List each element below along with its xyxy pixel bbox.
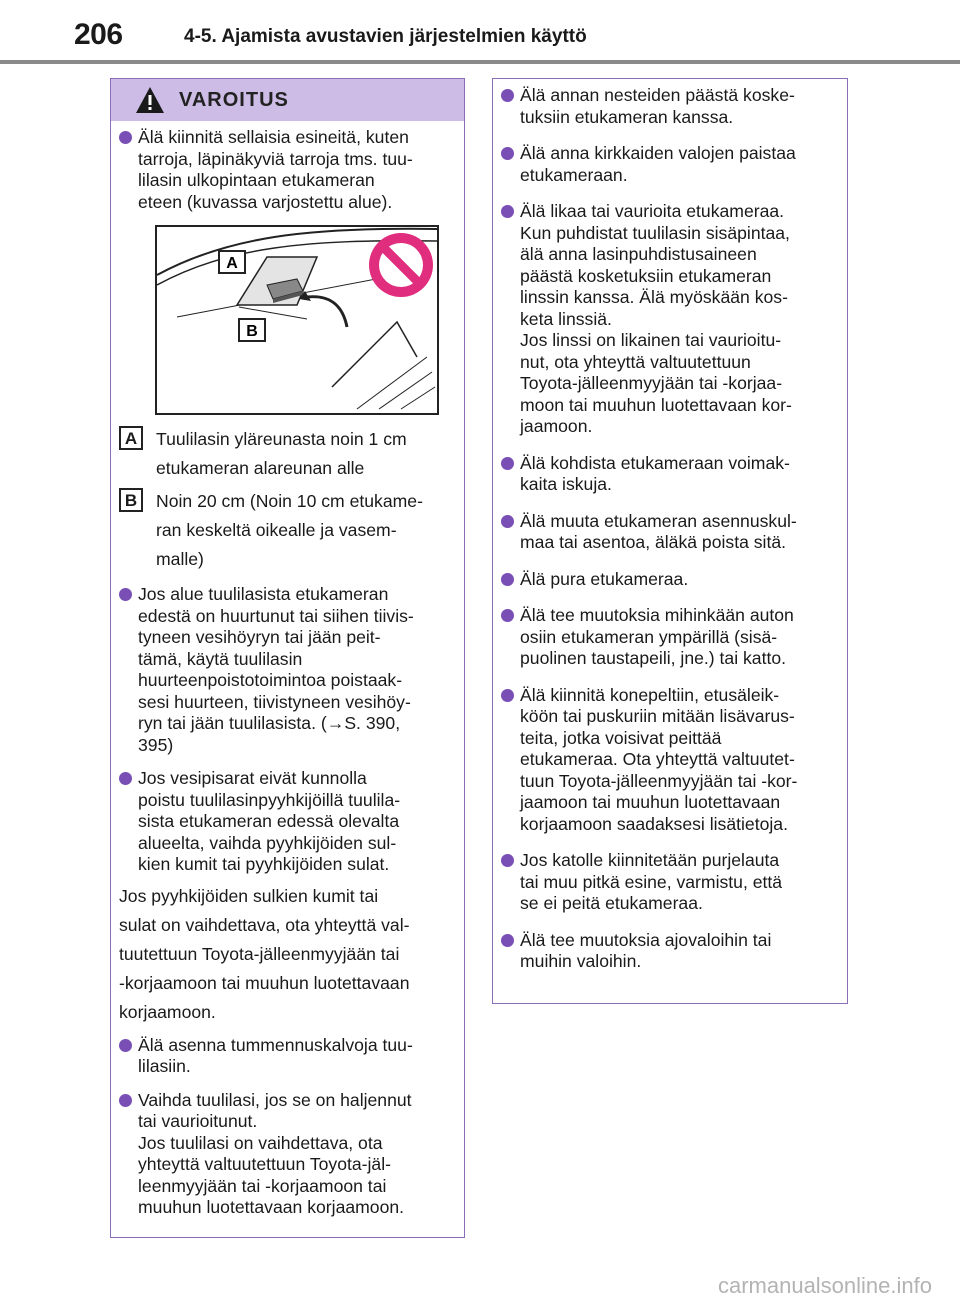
- watermark: carmanualsonline.info: [717, 1273, 932, 1298]
- warning-bullet: Jos alue tuulilasista etukameran edestä on huurtunut tai siihen tiivis- tyneen vesihöyryn tai jään peit- tämä, käytä tuulilasin huurteenpoistotoimintoa poistaak- sesi huurteen, tiivistyneen vesihöy- ryn tai jään tuulilasista. (→S. 390, 395): [119, 584, 454, 756]
- warning-bullet: Jos katolle kiinnitetään purjelauta tai muu pitkä esine, varmistu, että se ei peitä etukameraa.: [501, 850, 837, 915]
- warning-triangle-icon: [135, 86, 165, 114]
- warning-bullet: Älä likaa tai vaurioita etukameraa. Kun puhdistat tuulilasin sisäpintaa, älä anna lasinpuhdistusaineen päästä kosketuksiin etukameran linssin kanssa. Älä myöskään kos- keta linssiä. Jos linssi on likainen tai vaurioitu- nut, ota yhteyttä valtuutettuun Toyota-jälleenmyyjään tai -korjaa- moon tai muuhun luotettavaan kor- jaamoon.: [501, 201, 837, 438]
- windshield-illustration: [157, 227, 437, 413]
- warning-bullet: Älä anna kirkkaiden valojen paistaa etukameraan.: [501, 143, 837, 186]
- warning-paragraph: Jos pyyhkijöiden sulkien kumit tai sulat on vaihdettava, ota yhteyttä val- tuutettuun Toyota-jälleenmyyjään tai -korjaamoon tai muuhun luotettavaan korjaamoon.: [119, 885, 410, 1022]
- warning-bullet: Älä kiinnitä konepeltiin, etusäleik- köön tai puskuriin mitään lisävarus- teita, jotka voisivat peittää etukameraa. Ota yhteyttä valtuutet- tuun Toyota-jälleenmyyjään tai -kor- jaamoon tai muuhun luotettavaan korjaamoon saadaksesi lisätietoja.: [501, 685, 837, 836]
- warning-title: VAROITUS: [179, 88, 289, 111]
- warning-bullet: Älä annan nesteiden päästä koske- tuksiin etukameran kanssa.: [501, 85, 837, 128]
- warning-bullet: Älä asenna tummennuskalvoja tuu- lilasiin.: [119, 1035, 454, 1078]
- page-number: 206: [74, 18, 123, 51]
- warning-bullet: Älä muuta etukameran asennuskul- maa tai asentoa, äläkä poista sitä.: [501, 511, 837, 554]
- warning-bullet: Älä kiinnitä sellaisia esineitä, kuten tarroja, läpinäkyviä tarroja tms. tuu- lilasin ulkopintaan etukameran eteen (kuvassa varjostettu alue).: [119, 127, 454, 213]
- warning-bullet: Vaihda tuulilasi, jos se on haljennut tai vaurioitunut. Jos tuulilasi on vaihdettava, ota yhteyttä valtuutettuun Toyota-jäl- leenmyyjään tai -korjaamoon tai muuhun luotettavaan korjaamoon.: [119, 1090, 454, 1219]
- warning-header: [111, 79, 464, 121]
- legend-item-b: [119, 487, 454, 574]
- warning-bullet: Älä kohdista etukameraan voimak- kaita iskuja.: [501, 453, 837, 496]
- legend-text: Noin 20 cm (Noin 10 cm etukame- ran keskeltä oikealle ja vasem- malle): [156, 491, 423, 569]
- warning-bullet: Älä tee muutoksia ajovaloihin tai muihin valoihin.: [501, 930, 837, 973]
- legend-item-a: [119, 425, 454, 483]
- warning-box-right: [492, 78, 848, 1004]
- camera-area-figure: [155, 225, 439, 415]
- header-rule: [0, 60, 960, 64]
- figure-label-b: B: [246, 323, 258, 340]
- legend-label: B: [119, 488, 143, 512]
- warning-box-left: [110, 78, 465, 1238]
- prohibited-icon: [369, 233, 433, 297]
- figure-label-a: A: [226, 255, 238, 272]
- legend-label: A: [119, 426, 143, 450]
- warning-bullet: Jos vesipisarat eivät kunnolla poistu tuulilasinpyyhkijöillä tuulila- sista etukameran edessä olevalta alueelta, vaihda pyyhkijöiden sul- kien kumit tai pyyhkijöiden sulat.: [119, 768, 454, 876]
- section-title: 4-5. Ajamista avustavien järjestelmien käyttö: [184, 26, 587, 47]
- legend-text: Tuulilasin yläreunasta noin 1 cm etukameran alareunan alle: [156, 429, 407, 478]
- warning-bullet: Älä pura etukameraa.: [501, 569, 837, 591]
- warning-bullet: Älä tee muutoksia mihinkään auton osiin etukameran ympärillä (sisä- puolinen taustapeili, jne.) tai katto.: [501, 605, 837, 670]
